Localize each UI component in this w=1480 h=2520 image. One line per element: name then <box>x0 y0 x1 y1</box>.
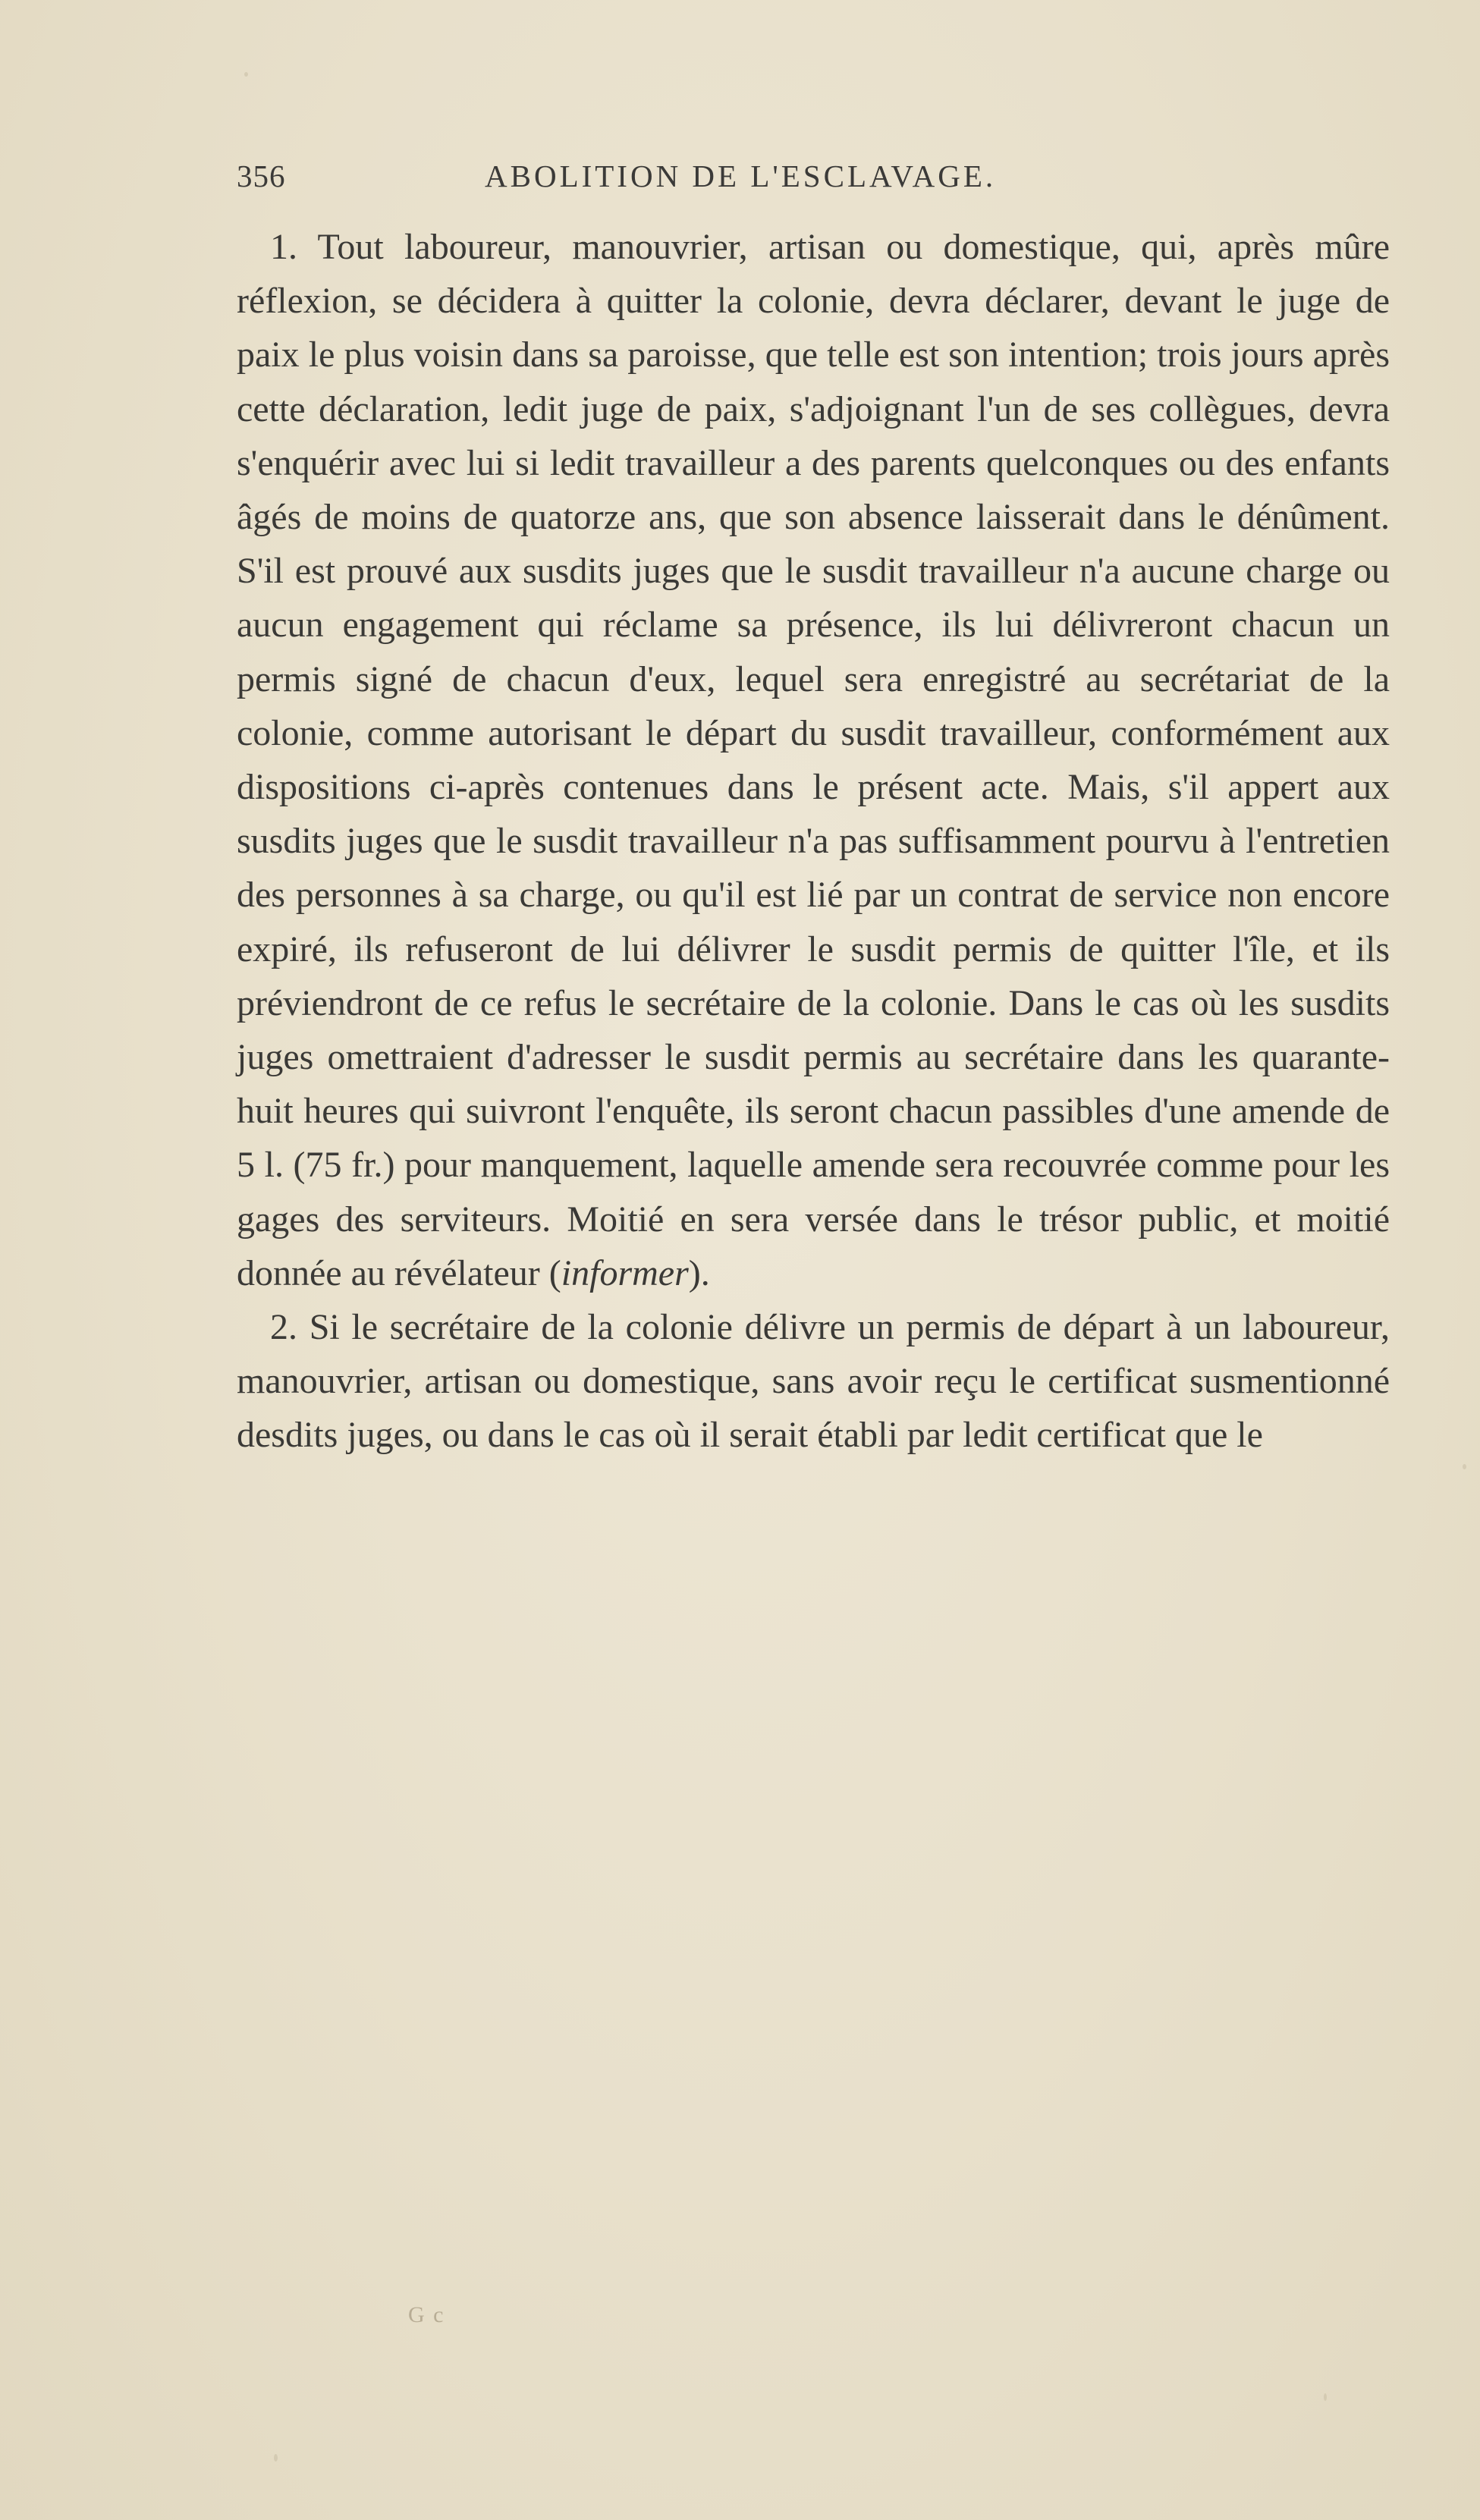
paragraph-1-italic: informer <box>561 1252 689 1293</box>
body-text <box>237 220 1390 1463</box>
paper-spot <box>1324 2393 1327 2401</box>
paper-spot <box>1463 1464 1466 1469</box>
paper-spot <box>274 2454 278 2462</box>
paragraph-2: 2. Si le secrétaire de la colonie délivre un permis de départ à un laboureur, manouvrier, artisan ou domestique, sans avoir reçu le certificat susmentionné desdits juges, ou dans le cas où il serait établi par ledit certificat que le <box>237 1307 1390 1456</box>
paper-spot <box>244 72 248 77</box>
running-head <box>237 158 1390 203</box>
signature-mark: G c <box>408 2302 445 2327</box>
page-number: 356 <box>237 159 286 193</box>
paragraph-1 <box>237 220 1390 1300</box>
running-title: ABOLITION DE L'ESCLAVAGE. <box>485 159 997 193</box>
paragraph-1-end: ). <box>688 1252 710 1293</box>
paragraph-1-text: 1. Tout laboureur, manouvrier, artisan ou domestique, qui, après mûre réflexion, se décidera à quitter la colonie, devra déclarer, devant le juge de paix le plus voisin dans sa paroisse, que telle est son intention; trois jours après cette déclaration, ledit juge de paix, s'adjoignant l'un de ses collègues, devra s'enquérir avec lui si ledit travailleur a des parents quelconques ou des enfants âgés de moins de quatorze ans, que son absence laisserait dans le dénûment. S'il est prouvé aux susdits juges que le susdit travailleur n'a aucune charge ou aucun engagement qui réclame sa présence, ils lui délivreront chacun un permis signé de chacun d'eux, lequel sera enregistré au secrétariat de la colonie, comme autorisant le départ du susdit travailleur, conformément aux dispositions ci-après contenues dans le présent acte. Mais, s'il appert aux susdits juges que le susdit travailleur n'a pas suffisamment pourvu à l'entretien des personnes à sa charge, ou qu'il est lié par un contrat de service non encore expiré, ils refuseront de lui délivrer le susdit permis de quitter l'île, et ils préviendront de ce refus le secrétaire de la colonie. Dans le cas où les susdits juges omettraient d'adresser le susdit permis au secrétaire dans les quarante-huit heures qui suivront l'enquête, ils seront chacun passibles d'une amende de 5 l. (75 fr.) pour manquement, laquelle amende sera recouvrée comme pour les gages des serviteurs. Moitié en sera versée dans le trésor public, et moitié donnée au révélateur ( <box>237 227 1390 1293</box>
